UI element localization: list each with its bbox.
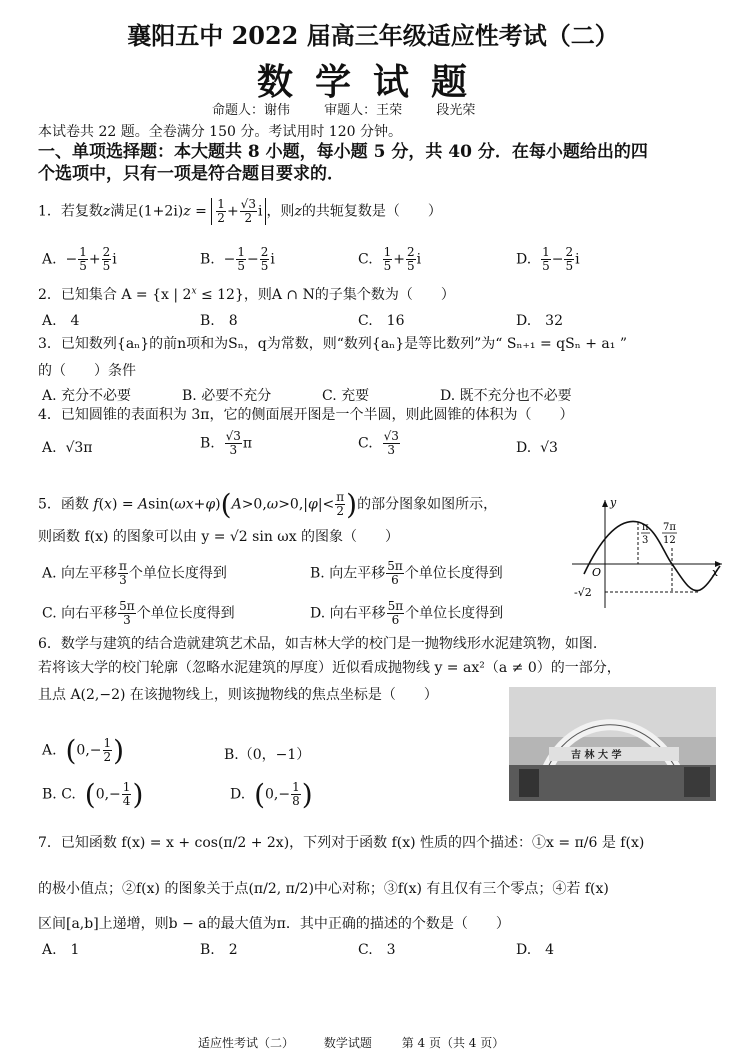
q6-option-c[interactable]: B. C. (0,− $\frac{1}{4}$ ): [42, 778, 144, 811]
q7-option-d[interactable]: D. 4: [516, 942, 555, 958]
subject-title: 数学试题: [256, 61, 489, 103]
footer-page: 第 4 页（共 4 页）: [401, 1036, 505, 1050]
y-axis-arrow: [602, 500, 608, 507]
q6-option-d[interactable]: D. (0,− $\frac{1}{8}$ ): [230, 778, 313, 811]
question-5-line1: 5．函数 f(x) = Asin(ωx+φ)(A>0,ω>0,|φ|< $\frac{\pi}{2}$ )的部分图象如图所示，: [38, 488, 498, 521]
sine-graph: [572, 496, 728, 608]
page-footer: [198, 1034, 530, 1051]
7pi12-den: 12: [663, 535, 676, 546]
question-3-line2: 的（ ）条件: [38, 363, 136, 379]
question-6-line2: 若将该大学的校门轮廓（忽略水泥建筑的厚度）近似看成抛物线 y = ax²（a ≠ 0）的一部分，: [38, 660, 621, 676]
q1-tail: 的共轭复数是（ ）: [301, 203, 442, 220]
q5-option-b[interactable]: B. 向左平移 $\frac{5\pi}{6}$ 个单位长度得到: [310, 559, 503, 587]
section-heading-line1: 一、单项选择题：本大题共 8 小题，每小题 5 分，共 40 分．在每小题给出的四: [38, 142, 648, 162]
footer-subject: 数学试题: [323, 1036, 372, 1050]
gate-photo-art: [509, 687, 716, 801]
q1-suffix: ，则: [266, 203, 295, 220]
question-7-line1: 7．已知函数 f(x) = x + cos(π/2 + 2x)，下列对于函数 f(x) 性质的四个描述：①x = π/6 是 f(x): [38, 835, 645, 851]
7pi12-num: 7π: [663, 522, 676, 533]
q7-option-c[interactable]: C. 3: [358, 942, 396, 958]
q1-abs: $\frac{1}{2}$ + $\frac{√3}{2}$ i: [211, 198, 266, 225]
author-line: [212, 99, 505, 118]
question-7-line3: 区间[a,b]上递增，则b − a的最大值为π．其中正确的描述的个数是（ ）: [38, 916, 510, 932]
gate-photo: [509, 687, 716, 801]
question-3-line1: 3．已知数列{aₙ}的前n项和为Sₙ，q为常数，则“数列{aₙ}是等比数列”为“ Sₙ₊₁ = qSₙ + a₁ ”: [38, 336, 627, 352]
q5-option-d[interactable]: D. 向右平移 $\frac{5\pi}{6}$ 个单位长度得到: [310, 599, 504, 627]
q2-option-c[interactable]: C. 16: [358, 313, 405, 329]
exam-info: 本试卷共 22 题。全卷满分 150 分。考试用时 120 分钟。: [38, 124, 402, 140]
q5-option-c[interactable]: C. 向右平移 $\frac{5\pi}{3}$ 个单位长度得到: [42, 599, 235, 627]
author-3: 段光荣: [436, 103, 476, 118]
y-label: y: [610, 496, 617, 509]
q7-option-b[interactable]: B. 2: [200, 942, 238, 958]
q2-option-b[interactable]: B. 8: [200, 313, 238, 329]
q1-prefix: 1．若复数: [38, 203, 103, 220]
section-heading: [38, 141, 718, 185]
neg-root2-label: -√2: [574, 586, 592, 599]
question-6-line3: 且点 A(2,−2) 在该抛物线上，则该抛物线的焦点坐标是（ ）: [38, 687, 438, 703]
question-7-line2: 的极小值点；②f(x) 的图象关于点(π/2, π/2)中心对称；③f(x) 有且仅有三个零点；④若 f(x): [38, 881, 609, 897]
q1-option-a[interactable]: A. − $\frac{1}{5}$ + $\frac{2}{5}$ i: [42, 245, 117, 273]
question-5-line2: 则函数 f(x) 的图象可以由 y = √2 sin ωx 的图象（ ）: [38, 529, 400, 545]
exam-title: 襄阳五中 2022 届高三年级适应性考试（二）: [127, 21, 619, 50]
q4-option-b[interactable]: B. $\frac{√3}{3}$ π: [200, 429, 253, 457]
q3-option-a[interactable]: A. 充分不必要: [42, 388, 132, 404]
q6-option-b[interactable]: B.（0，−1）: [224, 747, 311, 763]
q3-option-b[interactable]: B. 必要不充分: [182, 388, 272, 404]
q7-option-a[interactable]: A. 1: [42, 942, 80, 958]
q1-option-b[interactable]: B. − $\frac{1}{5}$ − $\frac{2}{5}$ i: [200, 245, 275, 273]
author-1: 命题人：谢伟: [212, 103, 291, 118]
q2-option-a[interactable]: A. 4: [42, 313, 80, 329]
q2-option-d[interactable]: D. 32: [516, 313, 563, 329]
section-heading-line2: 个选项中，只有一项是符合题目要求的．: [38, 164, 344, 184]
q1-mid: 满足(1+2i): [110, 203, 184, 220]
q4-option-c[interactable]: C. $\frac{√3}{3}$: [358, 429, 399, 457]
pi3-num: π: [642, 522, 649, 533]
q3-option-d[interactable]: D. 既不充分也不必要: [440, 388, 572, 404]
author-2: 审题人：王荣: [324, 103, 403, 118]
origin-label: O: [592, 566, 602, 579]
question-2-stem: 2．已知集合 A = {x | 2$^x$ ≤ 12}，则A ∩ N的子集个数为（ ）: [38, 286, 455, 303]
q3-option-c[interactable]: C. 充要: [322, 388, 370, 404]
q4-option-d[interactable]: D. √3: [516, 440, 558, 456]
q5-option-a[interactable]: A. 向左平移 $\frac{\pi}{3}$ 个单位长度得到: [42, 559, 227, 587]
gate-sign-text: 吉 林 大 学: [571, 750, 622, 761]
q1-option-d[interactable]: D. $\frac{1}{5}$ − $\frac{2}{5}$ i: [516, 245, 580, 273]
q1-option-c[interactable]: C. $\frac{1}{5}$ + $\frac{2}{5}$ i: [358, 245, 422, 273]
question-1-stem: 1．若复数z满足(1+2i)z = $\frac{1}{2}$ + $\frac{√3}{2}$ i ，则z的共轭复数是（ ）: [38, 197, 442, 225]
footer-exam: 适应性考试（二）: [198, 1036, 295, 1050]
x-label: x: [712, 566, 719, 579]
question-4-stem: 4．已知圆锥的表面积为 3π，它的侧面展开图是一个半圆，则此圆锥的体积为（ ）: [38, 407, 574, 423]
sine-curve: [584, 521, 720, 590]
q6-option-a[interactable]: A. (0,− $\frac{1}{2}$ ): [42, 734, 125, 767]
q4-option-a[interactable]: A. √3π: [42, 440, 93, 456]
question-6-line1: 6．数学与建筑的结合造就建筑艺术品，如吉林大学的校门是一抛物线形水泥建筑物，如图.: [38, 636, 598, 652]
pi3-den: 3: [642, 535, 649, 546]
